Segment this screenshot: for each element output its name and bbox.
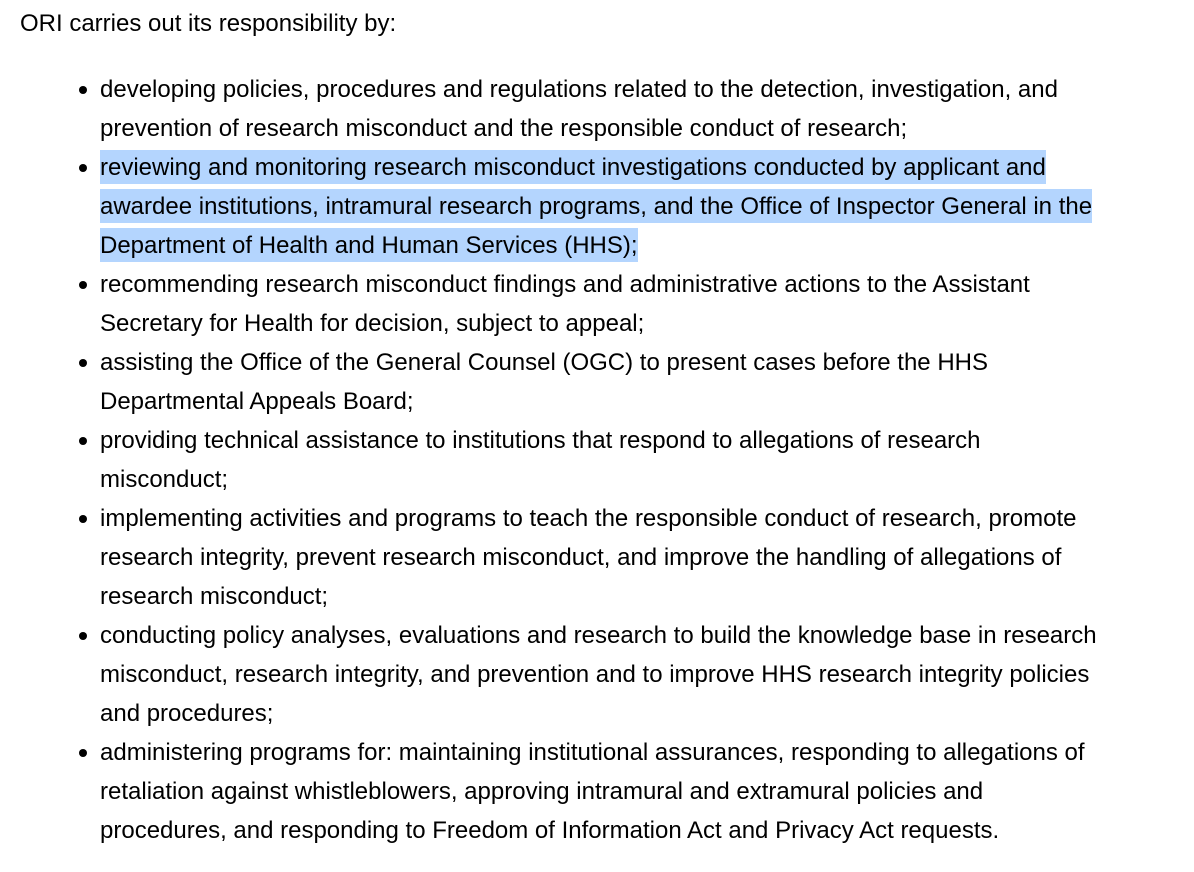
list-item: [0, 70, 1194, 148]
selected-text[interactable]: Department of Health and Human Services (HHS);: [100, 228, 638, 262]
intro-text: ORI carries out its responsibility by:: [20, 10, 397, 37]
list-item-line: research misconduct;: [100, 583, 329, 610]
bullet-icon: [79, 359, 87, 367]
list-item: [0, 499, 1194, 616]
list-item-line: [100, 187, 1194, 226]
list-item-line: [100, 226, 1194, 265]
bullet-icon: [79, 515, 87, 523]
list-item-line: procedures, and responding to Freedom of Information Act and Privacy Act requests.: [100, 817, 1000, 844]
selected-text[interactable]: awardee institutions, intramural research programs, and the Office of Inspector General in the: [100, 189, 1092, 223]
bullet-icon: [79, 281, 87, 289]
list-item-line: and procedures;: [100, 700, 274, 727]
list-item-line: misconduct, research integrity, and prevention and to improve HHS research integrity policies: [100, 661, 1090, 688]
list-item: [0, 616, 1194, 733]
bullet-icon: [79, 632, 87, 640]
bullet-icon: [79, 437, 87, 445]
list-item-line: Departmental Appeals Board;: [100, 388, 414, 415]
list-item-line: prevention of research misconduct and the responsible conduct of research;: [100, 115, 908, 142]
list-item-line: research integrity, prevent research misconduct, and improve the handling of allegations of: [100, 544, 1062, 571]
list-item-line: misconduct;: [100, 466, 229, 493]
list-item: [0, 343, 1194, 421]
list-item: [0, 421, 1194, 499]
list-item-line: developing policies, procedures and regulations related to the detection, investigation, and: [100, 76, 1058, 103]
selected-text[interactable]: reviewing and monitoring research misconduct investigations conducted by applicant and: [100, 150, 1046, 184]
list-item-line: Secretary for Health for decision, subject to appeal;: [100, 310, 645, 337]
list-item-line: conducting policy analyses, evaluations and research to build the knowledge base in research: [100, 622, 1097, 649]
bullet-icon: [79, 749, 87, 757]
list-item: [0, 265, 1194, 343]
list-item-highlighted: [0, 148, 1194, 265]
list-item: [0, 733, 1194, 850]
list-item-line: administering programs for: maintaining institutional assurances, responding to allegations of: [100, 739, 1085, 766]
bullet-icon: [79, 86, 87, 94]
list-item-line: providing technical assistance to institutions that respond to allegations of research: [100, 427, 981, 454]
list-item-line: [100, 148, 1194, 187]
bullet-icon: [79, 164, 87, 172]
list-item-line: retaliation against whistleblowers, approving intramural and extramural policies and: [100, 778, 984, 805]
responsibility-list: [0, 70, 1194, 850]
list-item-line: assisting the Office of the General Counsel (OGC) to present cases before the HHS: [100, 349, 988, 376]
list-item-line: implementing activities and programs to teach the responsible conduct of research, promote: [100, 505, 1077, 532]
list-item-line: recommending research misconduct findings and administrative actions to the Assistant: [100, 271, 1030, 298]
